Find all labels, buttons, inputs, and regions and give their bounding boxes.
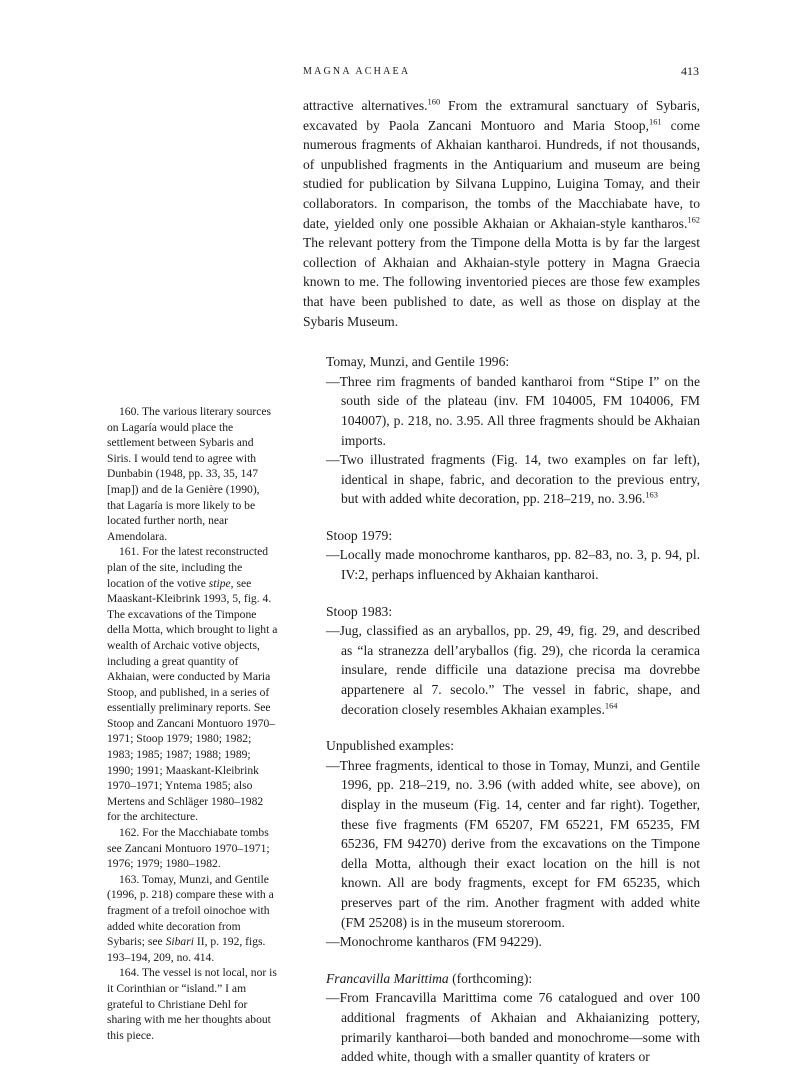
entry-francavilla [303,969,700,1067]
entry-heading: Stoop 1983: [326,603,393,619]
note-ref-163: 163 [645,489,658,500]
entry-tomay-1996 [303,352,700,509]
main-text-column [303,96,700,1067]
entry-heading: Unpublished examples: [326,738,454,754]
footnote-161: 161. For the latest reconstructed plan of the site, including the location of the votive stipe, see Maaskant-Kleibrink 1993, 5, fig. 4. The excavations of the Timpone della Motta, which brought to light a wealth of Archaic votive objects, including a great quantity of Akhaian, were conducted by Maria Stoop, and published, in a series of essentially preliminary reports. See Stoop and Zancani Montuoro 1970–1971; Stoop 1979; 1980; 1982; 1983; 1985; 1987; 1988; 1989; 1990; 1991; Maaskant-Kleibrink 1970–1971; Yntema 1985; also Mertens and Schläger 1980–1982 for the architecture. [107,545,278,824]
entry-item: —Three rim fragments of banded kantharoi from “Stipe I” on the south side of the plateau (inv. FM 104005, FM 104006, FM 104007), p. 218, no. 3.95. All three fragments should be Akhaian imports. [326,373,700,448]
footnote-164: 164. The vessel is not local, nor is it Corinthian or “island.” I am grateful to Christiane Dehl for sharing with me her thoughts about this piece. [107,966,277,1042]
entry-heading: Tomay, Munzi, and Gentile 1996: [326,354,510,370]
entry-heading: Francavilla Marittima (forthcoming): [326,970,533,986]
entry-item: —Two illustrated fragments (Fig. 14, two examples on far left), identical in shape, fabric, and decoration to the previous entry, but with added white decoration, pp. 218–219, no. 3.96.$^{163}$ [326,452,700,507]
note-ref-162: 162 [687,214,700,225]
note-ref-160: 160 [427,96,441,107]
footnote-160: 160. The various literary sources on Lagaría would place the settlement between Sybaris and Siris. I would tend to agree with Dunbabin (1948, pp. 33, 35, 147 [map]) and de la Genière (1990), that Lagaría is more likely to be located further north, near Amendolara. [107,405,272,543]
footnotes-column [107,404,279,1043]
entry-item: —Locally made monochrome kantharos, pp. 82–83, no. 3, p. 94, pl. IV:2, perhaps influenced by Akhaian kantharoi. [326,547,700,583]
entry-item: —Jug, classified as an aryballos, pp. 29, 49, fig. 29, and described as “la stranezza dell’aryballos (fig. 29), che ricorda la ceramica insulare, rende difficile una datazione precisa ma dovrebbe appartenere al 7. secolo.” The vessel in fabric, shape, and decoration closely resembles Akhaian examples.$^{164}$ [326,623,700,717]
entry-item: —From Francavilla Marittima come 76 catalogued and over 100 additional fragments of Akhaian and Akhaianizing pottery, primarily kantharoi—both banded and monochrome—some with added white, though with a smaller quantity of kraters or [326,990,700,1065]
footnote-162: 162. For the Macchiabate tombs see Zancani Montuoro 1970–1971; 1976; 1979; 1980–1982. [107,826,270,871]
page-number: 413 [681,64,699,78]
intro-paragraph: attractive alternatives.$^{160}$ From the extramural sanctuary of Sybaris, excavated by Paola Zancani Montuoro and Maria Stoop,$^{161}$ come numerous fragments of Akhaian kantharoi. Hundreds, if not thousands, of unpublished fragments in the Antiquarium and museum are being studied for publication by Silvana Luppino, Luigina Tomay, and their collaborators. In comparison, the tombs of the Macchiabate have, to date, yielded only one possible Akhaian or Akhaian-style kantharos.$^{162}$ The relevant pottery from the Timpone della Motta is by far the largest collection of Akhaian and Akhaian-style pottery in Magna Graecia known to me. The following inventoried pieces are those few examples that have been published to date, as well as those on display at the Sybaris Museum. [303,96,701,329]
entry-item: —Monochrome kantharos (FM 94229). [326,934,542,950]
running-head: MAGNA ACHAEA [303,66,411,77]
entry-stoop-1979 [303,526,700,585]
entry-unpublished [303,736,700,952]
entry-stoop-1983 [303,602,700,720]
note-ref-164: 164 [604,700,618,711]
entry-heading: Stoop 1979: [326,527,393,543]
footnote-163: 163. Tomay, Munzi, and Gentile (1996, p. 218) compare these with a fragment of a trefoil oinochoe with added white decoration from Sybaris; see Sibari II, p. 192, figs. 193–194, 209, no. 414. [107,872,274,964]
note-ref-161: 161 [649,116,662,127]
entry-item: —Three fragments, identical to those in Tomay, Munzi, and Gentile 1996, pp. 218–219, no. 3.96 (with added white, see above), on display in the museum (Fig. 14, center and far right). Together, these five fragments (FM 65207, FM 65221, FM 65235, FM 65236, FM 94270) derive from the excavations on the Timpone della Motta, although their exact location on the hill is not known. All are body fragments, except for FM 65235, which preserves part of the rim. Another fragment with added white (FM 25208) is in the museum storeroom. [326,757,700,930]
